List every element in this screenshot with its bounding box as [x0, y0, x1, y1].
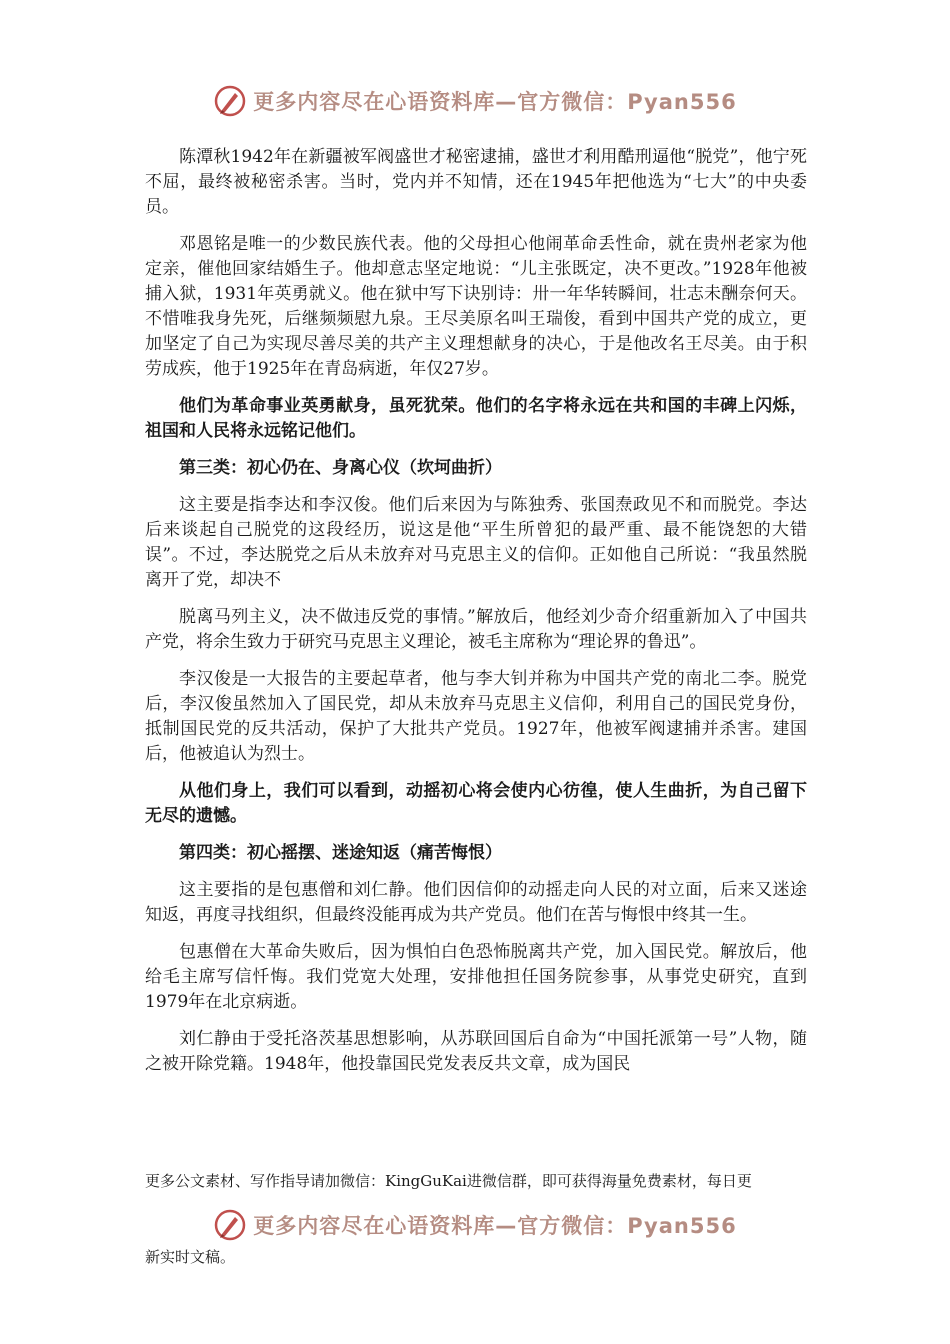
footer-note: 更多公文素材、写作指导请加微信：KingGuKai进微信群，即可获得海量免费素材，每日更	[145, 1172, 752, 1190]
watermark-footer	[0, 1208, 950, 1242]
paragraph: 包惠僧在大革命失败后，因为惧怕白色恐怖脱离共产党，加入国民党。解放后，他给毛主席写信忏悔。我们党宽大处理，安排他担任国务院参事，从事党史研究，直到1979年在北京病逝。	[145, 942, 807, 1012]
watermark-header	[0, 84, 950, 118]
section-heading: 第三类：初心仍在、身离心仪（坎坷曲折）	[179, 458, 502, 478]
pen-logo-icon	[213, 1208, 247, 1242]
paragraph: 这主要指的是包惠僧和刘仁静。他们因信仰的动摇走向人民的对立面，后来又迷途知返，再度寻找组织，但最终没能再成为共产党员。他们在苦与悔恨中终其一生。	[145, 880, 807, 925]
document-body	[145, 145, 807, 1089]
watermark-text: 更多内容尽在心语资料库—官方微信：Pyan556	[253, 1214, 737, 1238]
watermark-text: 更多内容尽在心语资料库—官方微信：Pyan556	[253, 90, 737, 114]
paragraph: 陈潭秋1942年在新疆被军阀盛世才秘密逮捕，盛世才利用酷刑逼他“脱党”，他宁死不屈，最终被秘密杀害。当时，党内并不知情，还在1945年把他选为“七大”的中央委员。	[145, 147, 807, 217]
section-heading: 第四类：初心摇摆、迷途知返（痛苦悔恨）	[179, 843, 502, 863]
paragraph: 邓恩铭是唯一的少数民族代表。他的父母担心他闹革命丢性命，就在贵州老家为他定亲，催他回家结婚生子。他却意志坚定地说：“儿主张既定，决不更改。”1928年他被捕入狱，1931年英勇就义。他在狱中写下诀别诗：卅一年华转瞬间，壮志未酬奈何天。不惜唯我身先死，后继频频慰九泉。王尽美原名叫王瑞俊，看到中国共产党的成立，更加坚定了自己为实现尽善尽美的共产主义理想献身的决心，于是他改名王尽美。由于积劳成疾，他于1925年在青岛病逝，年仅27岁。	[145, 234, 807, 379]
pen-logo-icon	[213, 84, 247, 118]
paragraph: 刘仁静由于受托洛茨基思想影响，从苏联回国后自命为“中国托派第一号”人物，随之被开除党籍。1948年，他投靠国民党发表反共文章，成为国民	[145, 1029, 807, 1074]
footer-tail: 新实时文稿。	[145, 1248, 236, 1266]
paragraph: 李汉俊是一大报告的主要起草者，他与李大钊并称为中国共产党的南北二李。脱党后，李汉俊虽然加入了国民党，却从未放弃马克思主义信仰，利用自己的国民党身份，抵制国民党的反共活动，保护了大批共产党员。1927年，他被军阀逮捕并杀害。建国后，他被追认为烈士。	[145, 669, 807, 764]
bold-paragraph: 他们为革命事业英勇献身，虽死犹荣。他们的名字将永远在共和国的丰碑上闪烁，祖国和人民将永远铭记他们。	[145, 396, 807, 441]
bold-paragraph: 从他们身上，我们可以看到，动摇初心将会使内心彷徨，使人生曲折，为自己留下无尽的遗憾。	[145, 781, 807, 826]
paragraph: 这主要是指李达和李汉俊。他们后来因为与陈独秀、张国焘政见不和而脱党。李达后来谈起自己脱党的这段经历，说这是他“平生所曾犯的最严重、最不能饶恕的大错误”。不过，李达脱党之后从未放弃对马克思主义的信仰。正如他自己所说：“我虽然脱离开了党，却决不	[145, 495, 807, 590]
paragraph: 脱离马列主义，决不做违反党的事情。”解放后，他经刘少奇介绍重新加入了中国共产党，将余生致力于研究马克思主义理论，被毛主席称为“理论界的鲁迅”。	[145, 607, 807, 652]
